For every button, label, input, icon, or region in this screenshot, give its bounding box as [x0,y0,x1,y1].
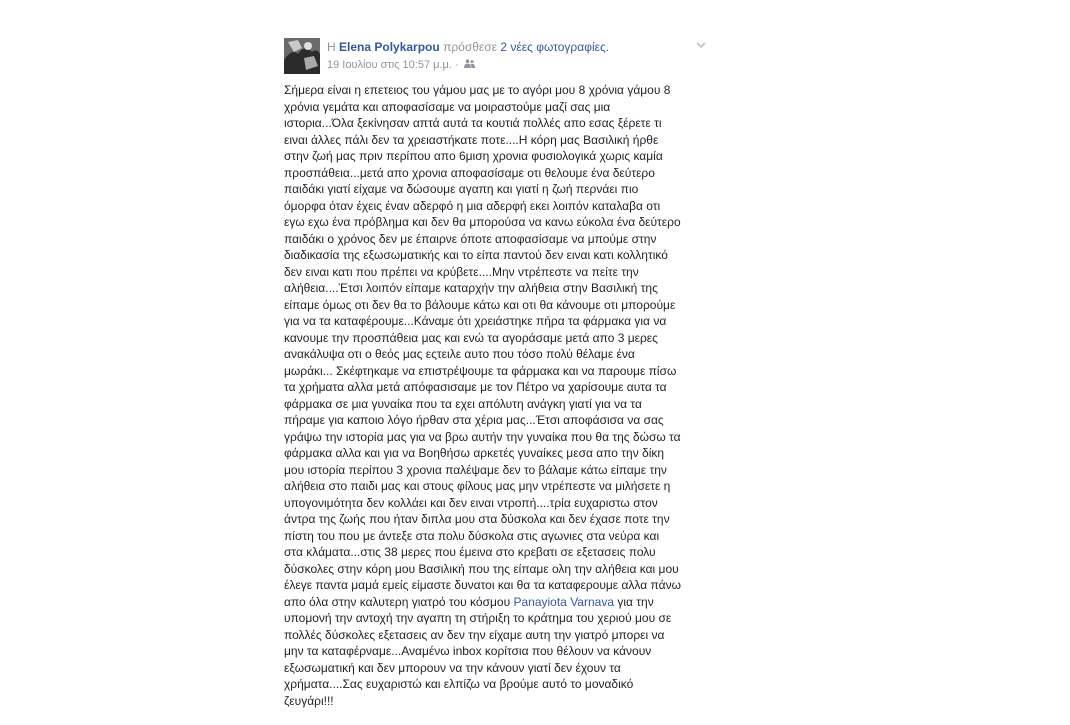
mention-link[interactable]: Panayiota Varnava [513,594,614,609]
post-meta [327,59,475,71]
post-line: ζευγάρι!!! [284,693,334,708]
author-avatar[interactable] [284,38,320,74]
post-line: μην τα καταφέρναμε...Αναμένω inbox κορίτσια που θέλουν να κάνουν [284,644,652,658]
post-line: πήραμε για καποιο λόγο ήρθαν στα χέρια μας...Έτσι αποφάσισα να σας [284,413,664,427]
post-line: πίστη του που με άντεξε στα πολυ δύσκολα στις αγωνιες στα νεύρα και [284,528,660,543]
post-line: υπογονιμότητα δεν κολλάει και δεν ειναι ντροπή....τρία ευχαριστω στον [284,495,658,510]
post-line: για να τα καταφέρουμε...Κάναμε ότι χρειάστηκε πήρα τα φάρμακα για να [284,314,667,328]
post-card [276,30,724,725]
post-line: στα κλάματα...στις 38 μερες που έμεινα στο κρεβατι σε εξετασεις πολυ [284,545,656,559]
post-line: εξωσωματική και δεν μπορουν να την κάνουν γιατί δεν έχουν τα [284,660,621,675]
post-line: ιστορια...Όλα ξεκίνησαν απτά αυτά τα κουτιά πολλές απο εσας ξέρετε τι [284,116,662,130]
post-line: Σήμερα είναι η επετειος του γάμου μας με το αγόρι μου 8 χρόνια γάμου 8 [284,83,671,97]
post-body-text [284,82,716,709]
post-line: ανακάλυψα οτι ο θεός μας εςτειλε αυτο που τόσο πολύ θέλαμε ένα [284,347,635,361]
post-line: γράψω την ιστορία μας για να βρω αυτήν την γυναίκα που θα της δώσω τα [284,429,681,444]
profile-photo-icon [284,38,320,74]
headline-article: Η [327,40,336,54]
post-line: είπαμε όμως οτι δεν θα το βάλουμε κάτω και οτι θα κάνουμε οτι μπορούμε [284,297,676,312]
post-line: όμορφα όταν έχεις έναν αδερφό η μια αδερφή εκει λοιπόν καταλαβα οτι [284,198,661,213]
post-timestamp[interactable]: 19 Ιουλίου στις 10:57 μ.μ. · [327,59,459,71]
post-header [284,38,716,78]
post-line: μου ιστορία περίπου 3 χρονια παλέψαμε δεν το βάλαμε κάτω είπαμε την [284,462,667,477]
post-line: στην ζωή μας πριν περίπου απο 6μιση χρονια φυσιολογικά χωρις καμία [284,149,663,163]
post-line: τα χρήματα αλλα μετά απόφασισαμε με τον Πέτρο να χαρίσουμε αυτα τα [284,380,667,394]
post-line: άντρα της ζωής που ήταν διπλα μου στα δύσκολα και δεν έχασε ποτε την [284,512,670,526]
post-line: αλήθεια στο παιδι μας και στους φίλους μας μην ντρέπεστε να μιλήσετε η [284,479,671,493]
post-line: παιδάκι ο χρόνος δεν με έπαιρνε όποτε αποφασίσαμε να μπούμε στην [284,231,657,246]
post-line: έλεγε παντα μαμά εμείς είμαστε δυνατοι και θα τα καταφερουμε αλλα πάνω [284,578,681,592]
photos-link[interactable]: 2 νέες φωτογραφίες. [500,40,610,54]
post-line: φάρμακα σε μια γυναίκα που τα εχει απόλυτη ανάγκη γιατί για να τα [284,396,642,411]
post-line: διαδικασία της εξωσωματικής και το είπα παντού δεν ειναι κατι κολλητικό [284,248,668,262]
post-line: πολλές δύσκολες εξετασεις αν δεν την είχαμε αυτη την γιατρό μπορει να [284,627,665,642]
post-line: φάρμακα αλλα και για να Βοηθήσω αρκετές γυναίκες μεσα απο την δίκη [284,446,665,460]
post-line: εγω εχω ένα πρόβλημα και δεν θα μπορούσα να κανω εύκολα ένα δεύτερο [284,215,681,229]
post-line: χρόνια γεμάτα και αποφασίσαμε να μοιραστούμε μαζί σας μια [284,99,611,114]
post-line-with-mention [284,594,716,611]
headline-action: πρόσθεσε [443,40,498,54]
post-line: προσπάθεια...μετά απο χρονια αποφασίσαμε οτι θελουμε ένα δεύτερο [284,165,655,180]
post-line: δεν ειναι κατι που πρέπει να κρύβετε....Μην ντρέπεστε να πείτε την [284,264,639,279]
post-line-text: απο όλα στην καλυτερη γιατρό του κόσμου [284,594,511,609]
friends-icon[interactable] [464,59,475,71]
post-line: χρήματα....Σας ευχαριστώ και ελπίζω να βρούμε αυτό το μοναδικό [284,677,634,691]
post-line-suffix: για την [617,594,654,609]
post-line: δύσκολες στην κόρη μου Βασιλική που της είπαμε ολη την αλήθεια και μου [284,561,679,576]
post-options-button[interactable] [694,38,708,52]
author-name-link[interactable]: Elena Polykarpou [339,40,440,54]
post-line: αλήθεια....Έτσι λοιπόν είπαμε καταρχήν την αλήθεια στην Βασιλική της [284,281,658,295]
post-headline [327,40,692,54]
post-line: παιδάκι γιατί είχαμε να δώσουμε αγαπη και γιατί η ζωή περνάει πιο [284,182,639,196]
post-line: υπομονή την αντοχή την αγαπη τη στήριξη το κράτημα του χεριού μου σε [284,611,672,625]
post-line: ειναι άλλες πάλι δεν τα χρειαστήκατε ποτε....Η κόρη μας Βασιλική ήρθε [284,132,659,147]
post-line: κανουμε την προσπάθεια μας και ενώ τα αγοράσαμε μετά απο 3 μερες [284,330,658,345]
chevron-down-icon [694,38,708,52]
post-line: μωράκι... Σκέφτηκαμε να επιστρέψουμε τα φάρμακα και να παρουμε πίσω [284,363,677,378]
